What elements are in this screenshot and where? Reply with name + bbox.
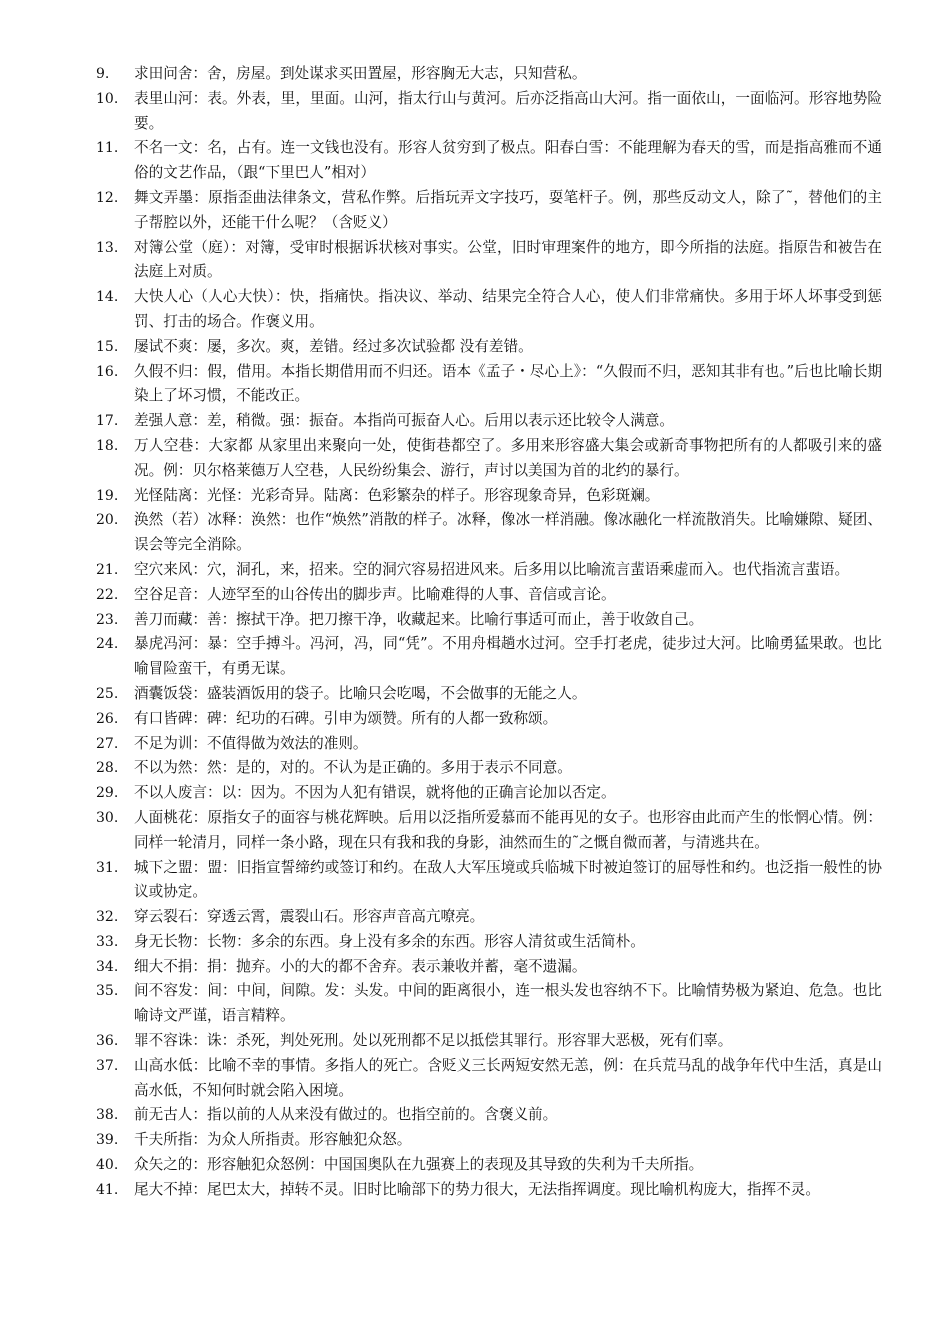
idiom-entry <box>96 781 882 806</box>
entry-number: 27. <box>96 735 119 752</box>
idiom-entry <box>96 1054 882 1104</box>
entry-number: 25. <box>96 685 119 702</box>
entry-text: 光怪陆离：光怪：光彩奇异。陆离：色彩繁杂的样子。形容现象奇异，色彩斑斓。 <box>134 486 660 504</box>
idiom-entry <box>96 732 882 757</box>
entry-text: 有口皆碑：碑：纪功的石碑。引申为颂赞。所有的人都一致称颂。 <box>134 709 558 727</box>
idiom-entry <box>96 583 882 608</box>
idiom-entry <box>96 136 882 186</box>
idiom-entry <box>96 335 882 360</box>
idiom-entry <box>96 186 882 236</box>
entry-number: 13. <box>96 239 119 256</box>
entry-number: 39. <box>96 1132 119 1149</box>
idiom-entry <box>96 955 882 980</box>
entry-number: 37. <box>96 1057 119 1074</box>
idiom-entry <box>96 707 882 732</box>
entry-text: 表里山河：表。外表，里，里面。山河，指太行山与黄河。后亦泛指高山大河。指一面依山，一面临河。形容地势险要。 <box>134 89 882 132</box>
entry-text: 细大不捐：捐：抛弃。小的大的都不舍弃。表示兼收并蓄，毫不遗漏。 <box>134 957 587 975</box>
entry-text: 不名一文：名，占有。连一文钱也没有。形容人贫穷到了极点。阳春白雪：不能理解为春天的雪，而是指高雅而不通俗的文艺作品，（跟“下里巴人”相对） <box>134 139 882 182</box>
entry-text: 身无长物：长物：多余的东西。身上没有多余的东西。形容人清贫或生活简朴。 <box>134 932 645 950</box>
entry-text: 不以为然：然：是的，对的。不认为是正确的。多用于表示不同意。 <box>134 759 572 777</box>
entry-number: 19. <box>96 487 119 504</box>
entry-number: 35. <box>96 983 119 1000</box>
idiom-entry <box>96 409 882 434</box>
entry-number: 9. <box>96 66 110 82</box>
entry-number: 29. <box>96 785 119 802</box>
entry-text: 山高水低：比喻不幸的事情。多指人的死亡。含贬义三长两短安然无恙，例：在兵荒马乱的战争年代中生活，真是山高水低，不知何时就会陷入困境。 <box>134 1056 882 1099</box>
entry-text: 不足为训：不值得做为效法的准则。 <box>134 734 368 752</box>
entry-number: 15. <box>96 338 119 355</box>
idiom-entry <box>96 1029 882 1054</box>
entry-number: 18. <box>96 437 119 454</box>
idiom-entry <box>96 484 882 509</box>
entry-text: 暴虎冯河：暴：空手搏斗。冯河，冯，同“凭”。不用舟楫趟水过河。空手打老虎，徒步过大河。比喻勇猛果敢。也比喻冒险蛮干，有勇无谋。 <box>134 635 882 678</box>
entry-number: 21. <box>96 561 119 578</box>
entry-number: 31. <box>96 859 119 876</box>
entry-number: 11. <box>96 140 119 157</box>
idiom-entry <box>96 632 882 682</box>
entry-number: 38. <box>96 1107 119 1124</box>
idiom-entry <box>96 558 882 583</box>
entry-number: 36. <box>96 1033 119 1050</box>
idiom-entry <box>96 930 882 955</box>
idiom-entry <box>96 1153 882 1178</box>
entry-number: 24. <box>96 636 119 653</box>
idiom-entry <box>96 87 882 137</box>
entry-text: 人面桃花：原指女子的面容与桃花辉映。后用以泛指所爱慕而不能再见的女子。也形容由此而产生的怅惘心情。例：同样一轮清月，同样一条小路，现在只有我和我的身影，油然而生的˜之慨自微而著，与清逃共在。 <box>134 808 882 851</box>
entry-text: 不以人废言：以：因为。不因为人犯有错误，就将他的正确言论加以否定。 <box>134 784 616 802</box>
entry-text: 城下之盟：盟：旧指宣誓缔约或签订和约。在敌人大军压境或兵临城下时被迫签订的屈辱性和约。也泛指一般性的协议或协定。 <box>134 858 882 901</box>
entry-number: 30. <box>96 809 119 826</box>
entry-number: 32. <box>96 909 119 926</box>
entry-text: 罪不容诛：诛：杀死，判处死刑。处以死刑都不足以抵偿其罪行。形容罪大恶极，死有们辜。 <box>134 1032 733 1050</box>
idiom-entry <box>96 756 882 781</box>
entry-text: 间不容发：间：中间，间隙。发：头发。中间的距离很小，连一根头发也容纳不下。比喻情势极为紧迫、危急。也比喻诗文严谨，语言精粹。 <box>134 982 882 1025</box>
entry-text: 对簿公堂（庭）：对簿，受审时根据诉状核对事实。公堂，旧时审理案件的地方，即今所指的法庭。指原告和被告在法庭上对质。 <box>134 238 882 281</box>
idiom-entry <box>96 1103 882 1128</box>
entry-text: 万人空巷：大家都 从家里出来聚向一处，使街巷都空了。多用来形容盛大集会或新奇事物把所有的人都吸引来的盛况。例：贝尔格莱德万人空巷，人民纷纷集会、游行，声讨以美国为首的北约的暴行。 <box>134 436 882 479</box>
entry-number: 12. <box>96 189 119 206</box>
idiom-entry <box>96 62 882 87</box>
entry-number: 28. <box>96 760 119 777</box>
entry-text: 久假不归：假，借用。本指长期借用而不归还。语本《孟子・尽心上》：“久假而不归，恶知其非有也。”后也比喻长期染上了坏习惯，不能改正。 <box>134 362 882 405</box>
entry-text: 屡试不爽：屡，多次。爽，差错。经过多次试验都 没有差错。 <box>134 337 533 355</box>
entry-number: 33. <box>96 933 119 950</box>
entry-text: 众矢之的：形容触犯众怒例：中国国奥队在九强赛上的表现及其导致的失利为千夫所指。 <box>134 1156 704 1174</box>
idiom-entry <box>96 905 882 930</box>
entry-number: 14. <box>96 289 119 306</box>
entry-text: 大快人心（人心大快）：快，指痛快。指决议、举动、结果完全符合人心，使人们非常痛快。多用于坏人坏事受到惩罚、打击的场合。作褒义用。 <box>134 288 882 330</box>
idiom-entry <box>96 608 882 633</box>
idiom-entry <box>96 360 882 410</box>
entry-number: 34. <box>96 958 119 975</box>
entry-text: 空穴来风：穴，洞孔，来，招来。空的洞穴容易招进风来。后多用以比喻流言蜚语乘虚而入。也代指流言蜚语。 <box>134 560 850 578</box>
entry-number: 17. <box>96 413 119 430</box>
idiom-entry <box>96 508 882 558</box>
idiom-entry <box>96 1128 882 1153</box>
entry-number: 10. <box>96 90 119 107</box>
entry-number: 23. <box>96 611 119 628</box>
idiom-list <box>96 62 882 1203</box>
entry-text: 求田问舍：舍，房屋。到处谋求买田置屋，形容胸无大志，只知营私。 <box>134 65 587 82</box>
idiom-entry <box>96 1178 882 1203</box>
entry-text: 善刀而藏：善：擦拭干净。把刀擦干净，收藏起来。比喻行事适可而止，善于收敛自己。 <box>134 610 704 628</box>
entry-number: 26. <box>96 710 119 727</box>
entry-text: 涣然（若）冰释：涣然：也作“焕然”消散的样子。冰释，像冰一样消融。像冰融化一样流散消失。比喻嫌隙、疑团、误会等完全消除。 <box>134 511 882 554</box>
idiom-entry <box>96 682 882 707</box>
idiom-entry <box>96 236 882 286</box>
entry-text: 舞文弄墨：原指歪曲法律条文，营私作弊。后指玩弄文字技巧，耍笔杆子。例，那些反动文人，除了˜，替他们的主子帮腔以外，还能干什么呢？（含贬义） <box>134 188 882 231</box>
entry-number: 16. <box>96 363 119 380</box>
idiom-entry <box>96 434 882 484</box>
entry-number: 40. <box>96 1157 119 1174</box>
entry-text: 酒囊饭袋：盛装酒饭用的袋子。比喻只会吃喝，不会做事的无能之人。 <box>134 684 587 702</box>
entry-number: 22. <box>96 586 119 603</box>
entry-text: 前无古人：指以前的人从来没有做过的。也指空前的。含褒义前。 <box>134 1106 558 1124</box>
entry-number: 41. <box>96 1181 119 1198</box>
idiom-entry <box>96 806 882 856</box>
entry-text: 千夫所指：为众人所指责。形容触犯众怒。 <box>134 1131 412 1149</box>
entry-text: 穿云裂石：穿透云霄，震裂山石。形容声音高亢嘹亮。 <box>134 908 485 926</box>
entry-number: 20. <box>96 512 119 529</box>
idiom-entry <box>96 285 882 335</box>
entry-text: 空谷足音：人迹罕至的山谷传出的脚步声。比喻难得的人事、音信或言论。 <box>134 585 616 603</box>
entry-text: 差强人意：差，稍微。强：振奋。本指尚可振奋人心。后用以表示还比较令人满意。 <box>134 412 674 430</box>
idiom-entry <box>96 856 882 906</box>
idiom-entry <box>96 979 882 1029</box>
entry-text: 尾大不掉：尾巴太大，掉转不灵。旧时比喻部下的势力很大，无法指挥调度。现比喻机构庞大，指挥不灵。 <box>134 1180 820 1198</box>
